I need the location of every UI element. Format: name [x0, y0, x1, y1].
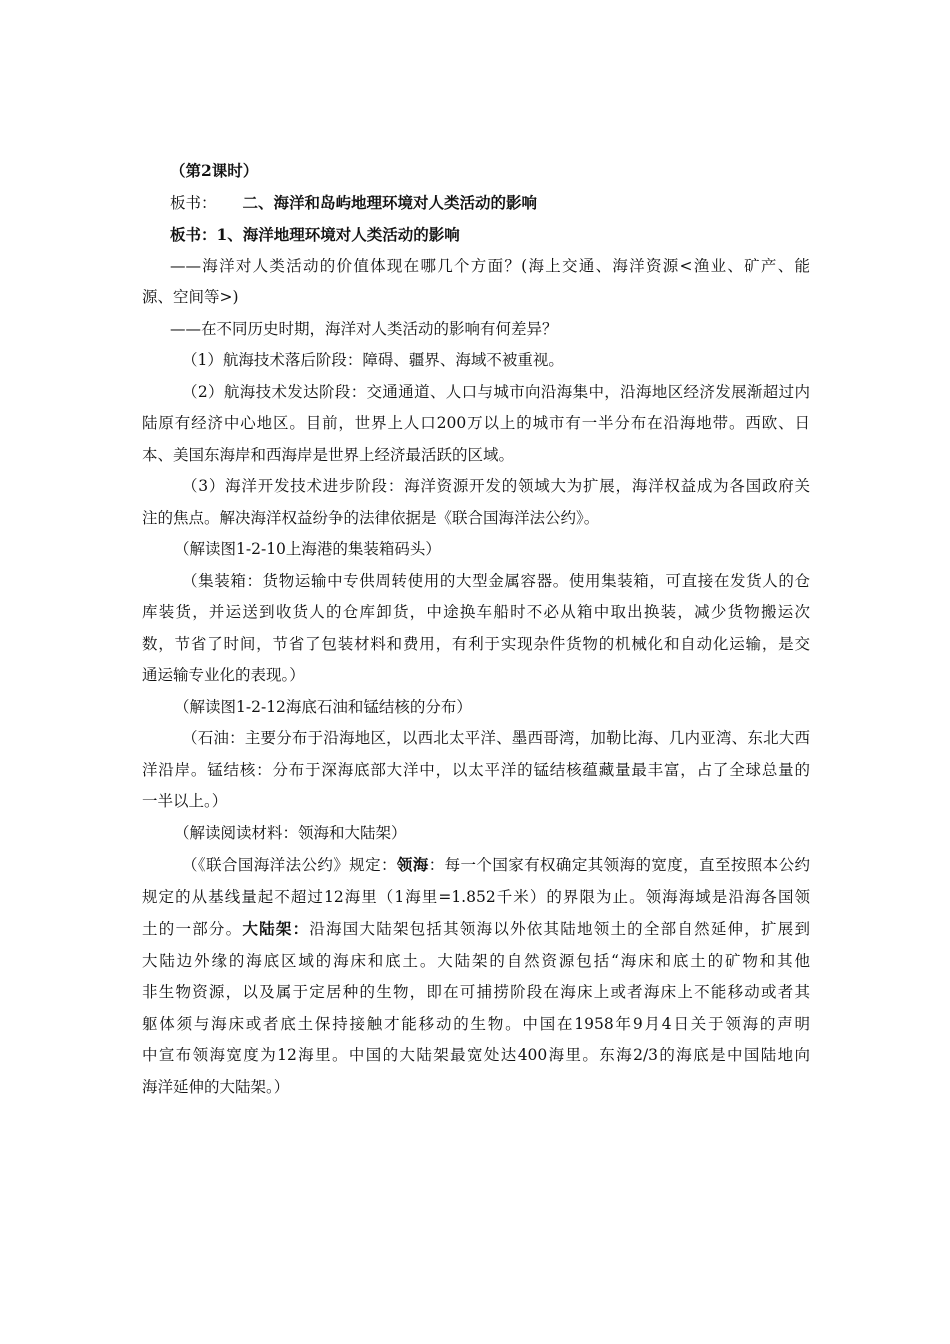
law-line-2: 规定的从基线量起不超过12海里（1海里=1.852千米）的界限为止。领海海域是沿海各国领: [142, 887, 810, 906]
oil-line-3: 一半以上。）: [142, 792, 228, 810]
law-line-1: [142, 849, 810, 882]
law-line-8: 海洋延伸的大陆架。）: [142, 1077, 290, 1096]
term-territorial-sea: 领海: [396, 855, 429, 874]
term-continental-shelf: 大陆架：: [242, 919, 310, 938]
section-title: 二、海洋和岛屿地理环境对人类活动的影响: [242, 192, 538, 212]
law-line-1-text-a: （《联合国海洋法公约》规定：: [182, 856, 397, 874]
law-line-6: 躯体须与海床或者底土保持接触才能移动的生物。中国在1958年9月4日关于领海的声明: [142, 1014, 810, 1033]
lesson-content: [142, 155, 810, 1103]
stage-1: （1）航海技术落后阶段：障碍、疆界、海域不被重视。: [182, 351, 564, 369]
container-line-2: 库装货，并运送到收货人的仓库卸货，中途换车船时不必从箱中取出换装，减少货物搬运次: [142, 603, 810, 621]
container-line-1: （集装箱：货物运输中专供周转使用的大型金属容器。使用集装箱，可直接在发货人的仓: [182, 571, 810, 590]
container-line-4: 通运输专业化的表现。）: [142, 666, 305, 684]
board-heading-2: 板书：1、海洋地理环境对人类活动的影响: [170, 225, 460, 244]
stage-2-line-3: 本、美国东海岸和西海岸是世界上经济最活跃的区域。: [142, 445, 515, 464]
law-line-3-text-c: 沿海国大陆架包括其领海以外依其陆地领土的全部自然延伸，扩展到: [309, 920, 810, 938]
law-line-3: [142, 913, 810, 946]
figure-note-2: （解读图1-2-12海底石油和锰结核的分布）: [174, 697, 472, 716]
law-line-3-text-a: 土的一部分。: [142, 920, 243, 938]
law-line-1-text-c: ：每一个国家有权确定其领海的宽度，直至按照本公约: [428, 856, 810, 874]
board-label: 板书：: [170, 193, 217, 212]
oil-line-2: 洋沿岸。锰结核：分布于深海底部大洋中，以太平洋的锰结核蕴藏量最丰富，占了全球总量的: [142, 760, 810, 779]
lesson-period: （第2课时）: [170, 161, 259, 180]
law-line-4: 大陆边外缘的海底区域的海床和底土。大陆架的自然资源包括“海床和底土的矿物和其他: [142, 951, 810, 970]
stage-3-line-2: 注的焦点。解决海洋权益纷争的法律依据是《联合国海洋法公约》。: [142, 508, 600, 527]
figure-note-1: （解读图1-2-10上海港的集装箱码头）: [174, 540, 441, 558]
question-1-line-2: 源、空间等>): [142, 288, 239, 306]
question-1-line-1: ——海洋对人类活动的价值体现在哪几个方面？(海上交通、海洋资源<渔业、矿产、能: [170, 256, 810, 275]
oil-line-1: （石油：主要分布于沿海地区，以西北太平洋、墨西哥湾，加勒比海、几内亚湾、东北大西: [182, 729, 810, 747]
question-2: ——在不同历史时期，海洋对人类活动的影响有何差异？: [170, 319, 558, 338]
stage-3-line-1: （3）海洋开发技术进步阶段：海洋资源开发的领域大为扩展，海洋权益成为各国政府关: [182, 477, 810, 495]
container-line-3: 数，节省了时间，节省了包装材料和费用，有利于实现杂件货物的机械化和自动化运输，是交: [142, 634, 810, 653]
law-line-7: 中宣布领海宽度为12海里。中国的大陆架最宽处达400海里。东海2/3的海底是中国陆地向: [142, 1046, 810, 1064]
stage-2-line-2: 陆原有经济中心地区。目前，世界上人口200万以上的城市有一半分布在沿海地带。西欧、日: [142, 414, 810, 432]
figure-note-3: （解读阅读材料：领海和大陆架）: [174, 823, 407, 842]
board-heading-1: [142, 187, 810, 220]
stage-2-line-1: （2）航海技术发达阶段：交通通道、人口与城市向沿海集中，沿海地区经济发展渐超过内: [182, 382, 810, 401]
law-line-5: 非生物资源，以及属于定居种的生物，即在可捕捞阶段在海床上或者海床上不能移动或者其: [142, 983, 810, 1001]
